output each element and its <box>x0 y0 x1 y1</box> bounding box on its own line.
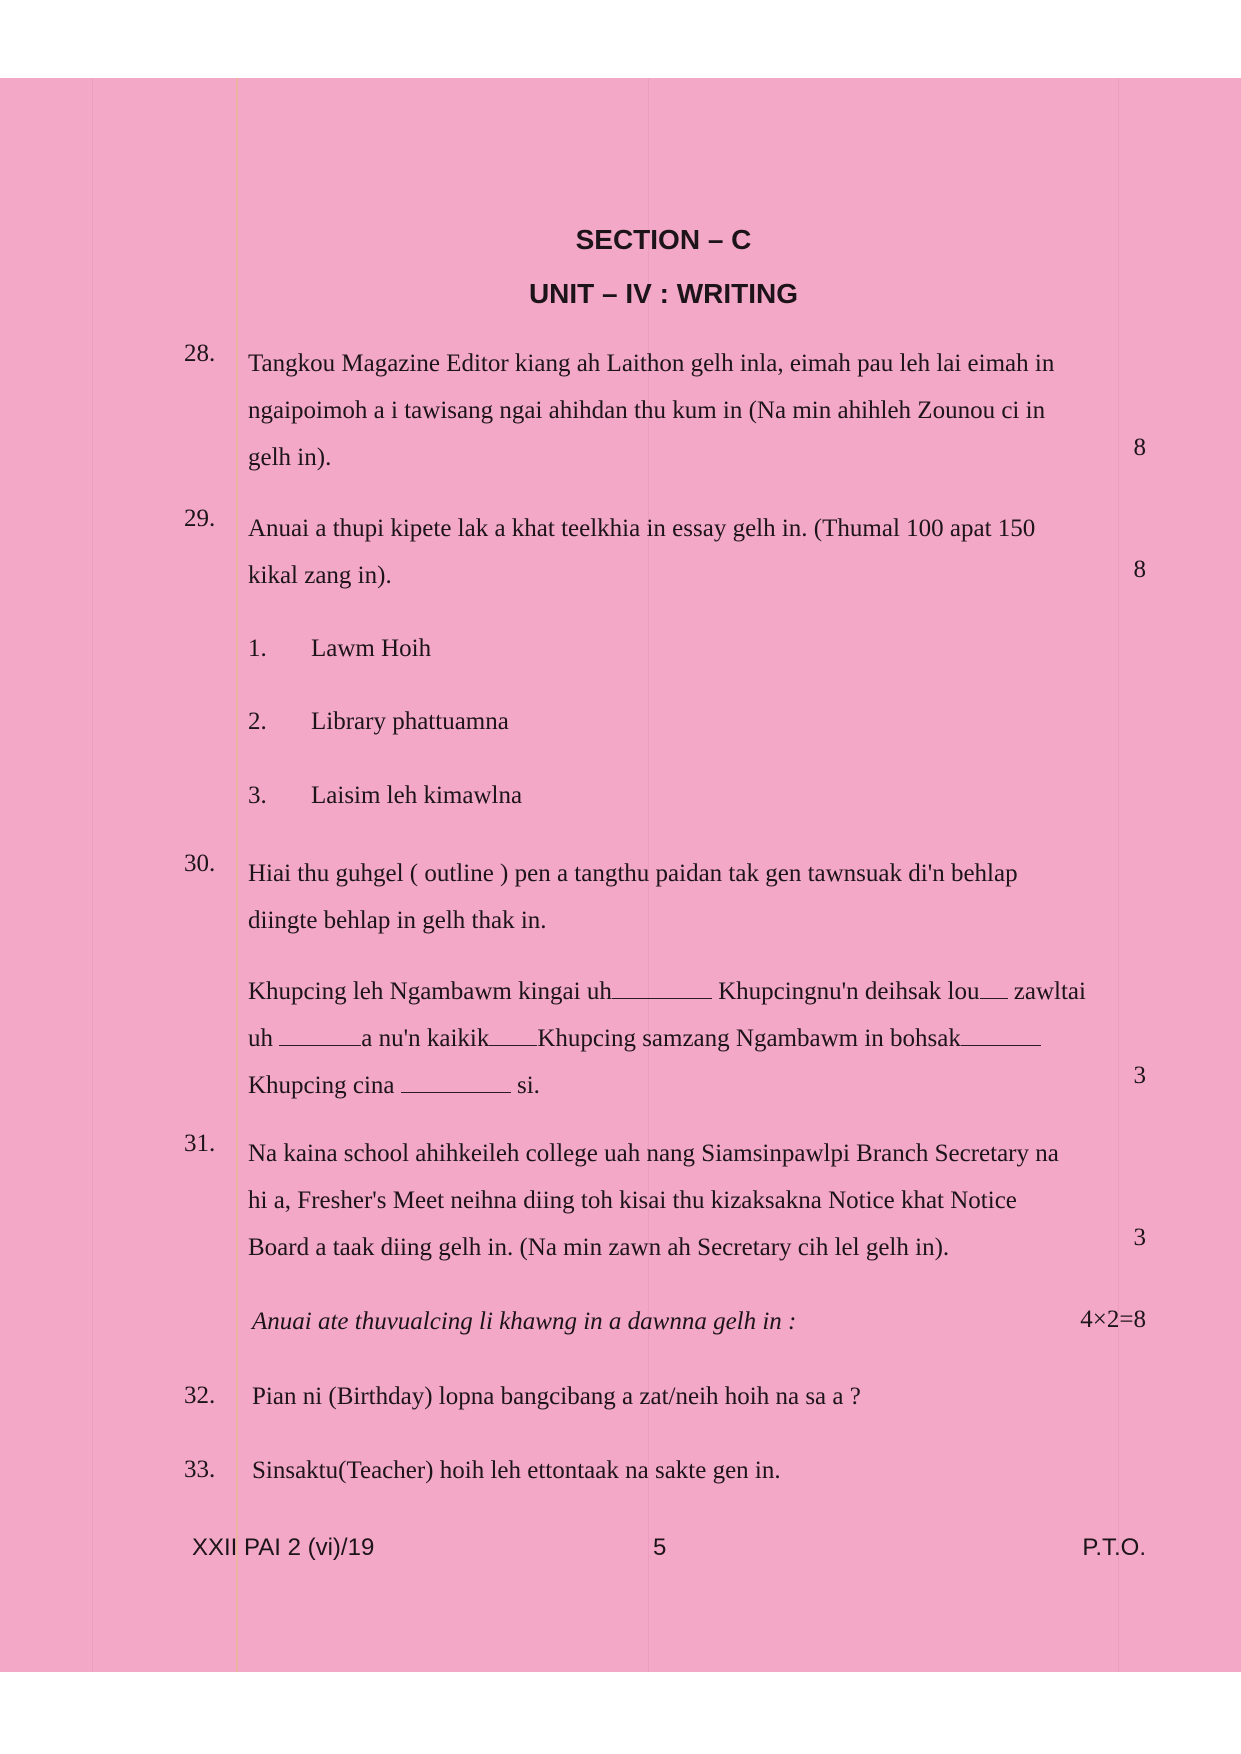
outline-line-3: Khupcing cina si. <box>248 1072 540 1099</box>
fill-blank[interactable] <box>961 1027 1041 1046</box>
question-text: Tangkou Magazine Editor kiang ah Laithon gelh inla, eimah pau leh lai eimah in ngaipoimoh a i tawisang ngai ahihdan thu kum in (Na min ahihleh Zounou ci in gelh in). <box>248 350 1055 471</box>
question-marks: 8 <box>1133 556 1146 583</box>
question-text: Pian ni (Birthday) lopna bangcibang a zat/neih hoih na sa a ? <box>252 1383 861 1410</box>
question-number: 31. <box>184 1130 216 1157</box>
fill-blank[interactable] <box>279 1027 361 1046</box>
margin-line <box>236 78 238 1672</box>
question-text: Hiai thu guhgel ( outline ) pen a tangthu paidan tak gen tawnsuak di'n behlap diingte behlap in gelh thak in. <box>248 860 1018 934</box>
question-text: Na kaina school ahihkeileh college uah nang Siamsinpawlpi Branch Secretary na hi a, Fresher's Meet neihna diing toh kisai thu kizaksakna Notice khat Notice Board a taak diing gelh in. (Na min zawn ah Secretary cih lel gelh in). <box>248 1140 1059 1261</box>
question-number: 33. <box>184 1456 216 1483</box>
question-text: Sinsaktu(Teacher) hoih leh ettontaak na sakte gen in. <box>252 1457 781 1484</box>
outline-line-2: uh a nu'n kaikik Khupcing samzang Ngambawm in bohsak <box>248 1015 1148 1062</box>
fill-blank[interactable] <box>489 1027 537 1046</box>
unit-title: UNIT – IV : WRITING <box>528 278 799 309</box>
question-number: 28. <box>184 340 216 367</box>
question-text: Anuai a thupi kipete lak a khat teelkhia in essay gelh in. (Thumal 100 apat 150 kikal zang in). <box>248 515 1036 589</box>
instruction-marks: 4×2=8 <box>1080 1306 1146 1333</box>
question-number: 30. <box>184 850 216 877</box>
question-number: 29. <box>184 505 216 532</box>
question-marks: 3 <box>1133 1062 1146 1089</box>
fill-blank[interactable] <box>401 1074 511 1093</box>
question-marks: 3 <box>1133 1224 1146 1251</box>
section-title: SECTION – C <box>575 224 752 255</box>
fold-line <box>92 78 93 1672</box>
page-number: 5 <box>653 1534 667 1561</box>
question-number: 32. <box>184 1382 216 1409</box>
please-turn-over: P.T.O. <box>1082 1534 1146 1561</box>
paper-code: XXII PAI 2 (vi)/19 <box>192 1534 375 1561</box>
fill-blank[interactable] <box>612 980 712 999</box>
outline-line-1: Khupcing leh Ngambawm kingai uh Khupcingnu'n deihsak lou zawltai <box>248 978 1086 1005</box>
fill-blank[interactable] <box>980 980 1008 999</box>
question-marks: 8 <box>1133 434 1146 461</box>
instruction-text: Anuai ate thuvualcing li khawng in a dawnna gelh in : <box>252 1308 797 1335</box>
